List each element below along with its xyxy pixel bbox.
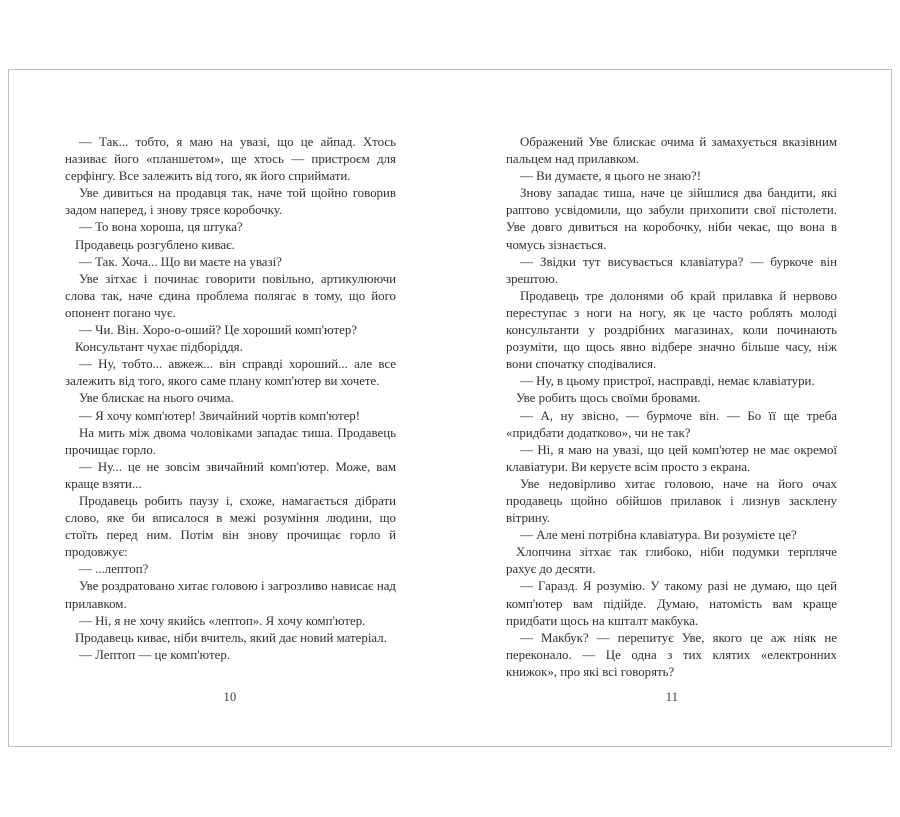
paragraph: Продавець тре долонями об край прилавка й нервово переступає з ноги на ногу, як це часто роблять молоді консультанти у роздрібних магазинах, коли починають розуміти, що щось явно відбере значно більше часу, ніж вони спочатку сподівалися. <box>506 288 837 372</box>
page-number-right: 11 <box>665 690 679 704</box>
paragraph: — То вона хороша, ця штука? <box>79 220 243 235</box>
page-left-text-column <box>65 134 396 664</box>
paragraph: — Ви думаєте, я цього не знаю?! <box>520 169 701 184</box>
paragraph: Уве зітхає і починає говорити повільно, артикулюючи слова так, наче єдина проблема полягає в тому, що його опонент погано чує. <box>65 271 396 320</box>
paragraph: — Гаразд. Я розумію. У такому разі не думаю, що цей комп'ютер вам підійде. Думаю, натомість вам краще придбати щось на кшталт макбука. <box>506 579 837 628</box>
paragraph: Уве блискає на нього очима. <box>79 391 234 406</box>
paragraph: — Чи. Він. Хоро-о-оший? Це хороший комп'ютер? <box>79 323 357 338</box>
paragraph: Знову западає тиша, наче це зійшлися два бандити, які раптово усвідомили, що забули прихопити свої пістолети. Уве довго дивиться на коробочку, ніби чекає, що вона в чомусь зізнається. <box>506 186 837 252</box>
paragraph: — Ні, я не хочу якийсь «лептоп». Я хочу комп'ютер. <box>79 613 366 628</box>
paragraph: — Звідки тут висувається клавіатура? — буркоче він зрештою. <box>506 254 837 286</box>
paragraph: Консультант чухає підборіддя. <box>75 340 243 355</box>
page-right <box>451 70 893 746</box>
paragraph: Ображений Уве блискає очима й замахується вказівним пальцем над прилавком. <box>506 135 837 167</box>
paragraph: — А, ну звісно, — бурмоче він. — Бо її ще треба «придбати додатково», чи не так? <box>506 408 837 440</box>
paragraph: Уве роздратовано хитає головою і загрозливо нависає над прилавком. <box>65 579 396 611</box>
paragraph: — Ну... це не зовсім звичайний комп'ютер. Може, вам краще взяти... <box>65 459 396 491</box>
paragraph: Уве недовірливо хитає головою, наче на його очах продавець щойно обійшов прилавок і лизнув засклену вітрину. <box>506 476 837 526</box>
paragraph: — Макбук? — перепитує Уве, якого це аж ніяк не переконало. — Це одна з тих клятих «електронних книжок», про які всі говорять? <box>506 630 837 679</box>
paragraph: — Але мені потрібна клавіатура. Ви розумієте це? <box>520 528 797 543</box>
paragraph: На мить між двома чоловіками западає тиша. Продавець прочищає горло. <box>65 425 396 457</box>
paragraph: — Так. Хоча... Що ви маєте на увазі? <box>79 254 282 269</box>
paragraph: Продавець робить паузу і, схоже, намагається дібрати слово, яке би вписалося в межі розуміння людини, що стоїть перед ним. Потім він знову прочищає горло й продовжує: <box>65 493 396 560</box>
paragraph: — Так... тобто, я маю на увазі, що це айпад. Хтось називає його «планшетом», ще хтось — пристроєм для серфінгу. Все залежить від того, як його сприймати. <box>65 135 396 184</box>
paragraph: — Ні, я маю на увазі, що цей комп'ютер не має окремої клавіатури. Ви керуєте всім просто з екрана. <box>506 442 837 474</box>
paragraph: Уве робить щось своїми бровами. <box>516 391 701 406</box>
page-number-left: 10 <box>223 690 237 704</box>
paragraph: — Я хочу комп'ютер! Звичайний чортів комп'ютер! <box>79 408 361 423</box>
paragraph: — Лептоп — це комп'ютер. <box>79 647 231 662</box>
paragraph: — ...лептоп? <box>79 562 149 577</box>
paragraph: Хлопчина зітхає так глибоко, ніби подумки терпляче рахує до десяти. <box>506 545 837 577</box>
paragraph: Уве дивиться на продавця так, наче той щойно говорив задом наперед, і знову трясе коробочку. <box>65 186 396 218</box>
book-spread <box>8 69 892 747</box>
paragraph: — Ну, тобто... авжеж... він справді хороший... але все залежить від того, якого саме плану комп'ютер ви хочете. <box>65 357 396 389</box>
paragraph: — Ну, в цьому пристрої, насправді, немає клавіатури. <box>520 374 815 389</box>
page-right-text-column <box>506 134 837 681</box>
paragraph: Продавець киває, ніби вчитель, який дає новий матеріал. <box>75 630 387 645</box>
paragraph: Продавець розгублено киває. <box>75 237 235 252</box>
page-left <box>9 70 451 746</box>
